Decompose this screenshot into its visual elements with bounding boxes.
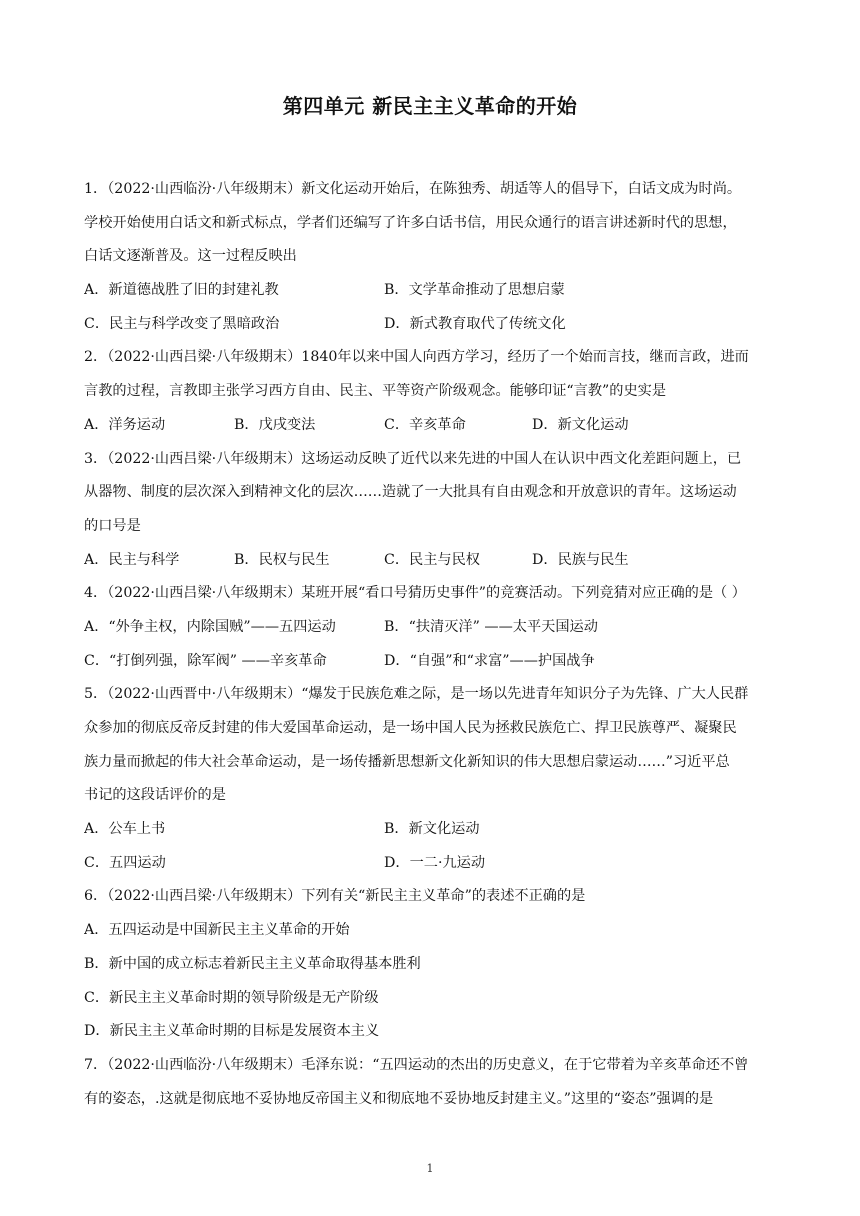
question-text-line: 学校开始使用白话文和新式标点，学者们还编写了许多白话书信，用民众通行的语言讲述新时代的思想， bbox=[84, 214, 737, 231]
option-d[interactable]: D．新式教育取代了传统文化 bbox=[384, 315, 566, 332]
option-a[interactable]: A．“外争主权，内除国贼”——五四运动 bbox=[84, 618, 336, 635]
question-text-line: 6．（2022·山西吕梁·八年级期末）下列有关“新民主主义革命”的表述不正确的是 bbox=[84, 888, 586, 905]
question-5 bbox=[84, 678, 780, 880]
question-3 bbox=[84, 443, 780, 578]
question-1 bbox=[84, 173, 780, 341]
option-a[interactable]: A．民主与科学 bbox=[84, 551, 180, 568]
question-7 bbox=[84, 1049, 780, 1116]
options-row bbox=[84, 274, 780, 308]
question-text-line: 有的姿态，.这就是彻底地不妥协地反帝国主义和彻底地不妥协地反封建主义。”这里的“姿态”强调的是 bbox=[84, 1090, 714, 1107]
options-row bbox=[84, 544, 780, 578]
question-list bbox=[84, 173, 780, 1116]
option-b[interactable]: B．文学革命推动了思想启蒙 bbox=[384, 282, 565, 299]
question-text-line: 5．（2022·山西晋中·八年级期末）“爆发于民族危难之际，是一场以先进青年知识分子为先锋、广大人民群 bbox=[84, 686, 749, 703]
question-text-line: 3．（2022·山西吕梁·八年级期末）这场运动反映了近代以来先进的中国人在认识中西文化差距问题上，已 bbox=[84, 450, 742, 467]
option-a[interactable]: A．新道德战胜了旧的封建礼教 bbox=[84, 282, 279, 299]
option-c[interactable]: C．民主与科学改变了黑暗政治 bbox=[84, 315, 280, 332]
option-b[interactable]: B．“扶清灭洋” ——太平天国运动 bbox=[384, 618, 598, 635]
option-c[interactable]: C．民主与民权 bbox=[384, 551, 480, 568]
question-text-line: 书记的这段话评价的是 bbox=[84, 787, 226, 804]
option-b[interactable]: B．戊戌变法 bbox=[234, 416, 316, 433]
option-b[interactable]: B．新文化运动 bbox=[384, 821, 480, 838]
question-text-line: 白话文逐渐普及。这一过程反映出 bbox=[84, 248, 297, 265]
options-row bbox=[84, 611, 780, 645]
option-c[interactable]: C．新民主主义革命时期的领导阶级是无产阶级 bbox=[84, 989, 379, 1006]
option-b[interactable]: B．新中国的成立标志着新民主主义革命取得基本胜利 bbox=[84, 955, 421, 972]
options-row bbox=[84, 645, 780, 679]
option-b[interactable]: B．民权与民生 bbox=[234, 551, 330, 568]
option-a[interactable]: A．五四运动是中国新民主主义革命的开始 bbox=[84, 922, 350, 939]
option-c[interactable]: C．辛亥革命 bbox=[384, 416, 466, 433]
question-text-line: 言教的过程，言教即主张学习西方自由、民主、平等资产阶级观念。能够印证“言教”的史实是 bbox=[84, 383, 667, 400]
option-a[interactable]: A．公车上书 bbox=[84, 821, 166, 838]
option-a[interactable]: A．洋务运动 bbox=[84, 416, 166, 433]
option-d[interactable]: D．新文化运动 bbox=[532, 416, 629, 433]
question-4 bbox=[84, 577, 780, 678]
question-text-line: 的口号是 bbox=[84, 517, 141, 534]
options-row bbox=[84, 813, 780, 847]
option-c[interactable]: C．“打倒列强，除军阀” ——辛亥革命 bbox=[84, 652, 327, 669]
option-d[interactable]: D．新民主主义革命时期的目标是发展资本主义 bbox=[84, 1023, 380, 1040]
option-c[interactable]: C．五四运动 bbox=[84, 854, 166, 871]
question-text-line: 族力量而掀起的伟大社会革命运动，是一场传播新思想新文化新知识的伟大思想启蒙运动……”习近平总 bbox=[84, 753, 730, 770]
options-row bbox=[84, 409, 780, 443]
question-text-line: 众参加的彻底反帝反封建的伟大爱国革命运动，是一场中国人民为拯救民族危亡、捍卫民族尊严、凝聚民 bbox=[84, 720, 737, 736]
page-number: 1 bbox=[426, 1162, 434, 1175]
options-row bbox=[84, 847, 780, 881]
question-text-line: 从器物、制度的层次深入到精神文化的层次……造就了一大批具有自由观念和开放意识的青年。这场运动 bbox=[84, 484, 737, 501]
question-text-line: 1．（2022·山西临汾·八年级期末）新文化运动开始后，在陈独秀、胡适等人的倡导下，白话文成为时尚。 bbox=[84, 181, 742, 197]
question-text-line: 7．（2022·山西临汾·八年级期末）毛泽东说：“五四运动的杰出的历史意义，在于它带着为辛亥革命还不曾 bbox=[84, 1056, 749, 1073]
options-row bbox=[84, 308, 780, 342]
page-title: 第四单元 新民主主义革命的开始 bbox=[282, 94, 578, 118]
question-text-line: 2．（2022·山西吕梁·八年级期末）1840年以来中国人向西方学习，经历了一个始而言技，继而言政，进而 bbox=[84, 349, 749, 366]
question-2 bbox=[84, 341, 780, 442]
option-d[interactable]: D．“自强”和“求富”——护国战争 bbox=[384, 652, 595, 669]
question-6 bbox=[84, 880, 780, 1048]
option-d[interactable]: D．民族与民生 bbox=[532, 551, 629, 568]
question-text-line: 4．（2022·山西吕梁·八年级期末）某班开展“看口号猜历史事件”的竞赛活动。下列竞猜对应正确的是（ ） bbox=[84, 585, 746, 602]
option-d[interactable]: D．一二·九运动 bbox=[384, 854, 486, 871]
